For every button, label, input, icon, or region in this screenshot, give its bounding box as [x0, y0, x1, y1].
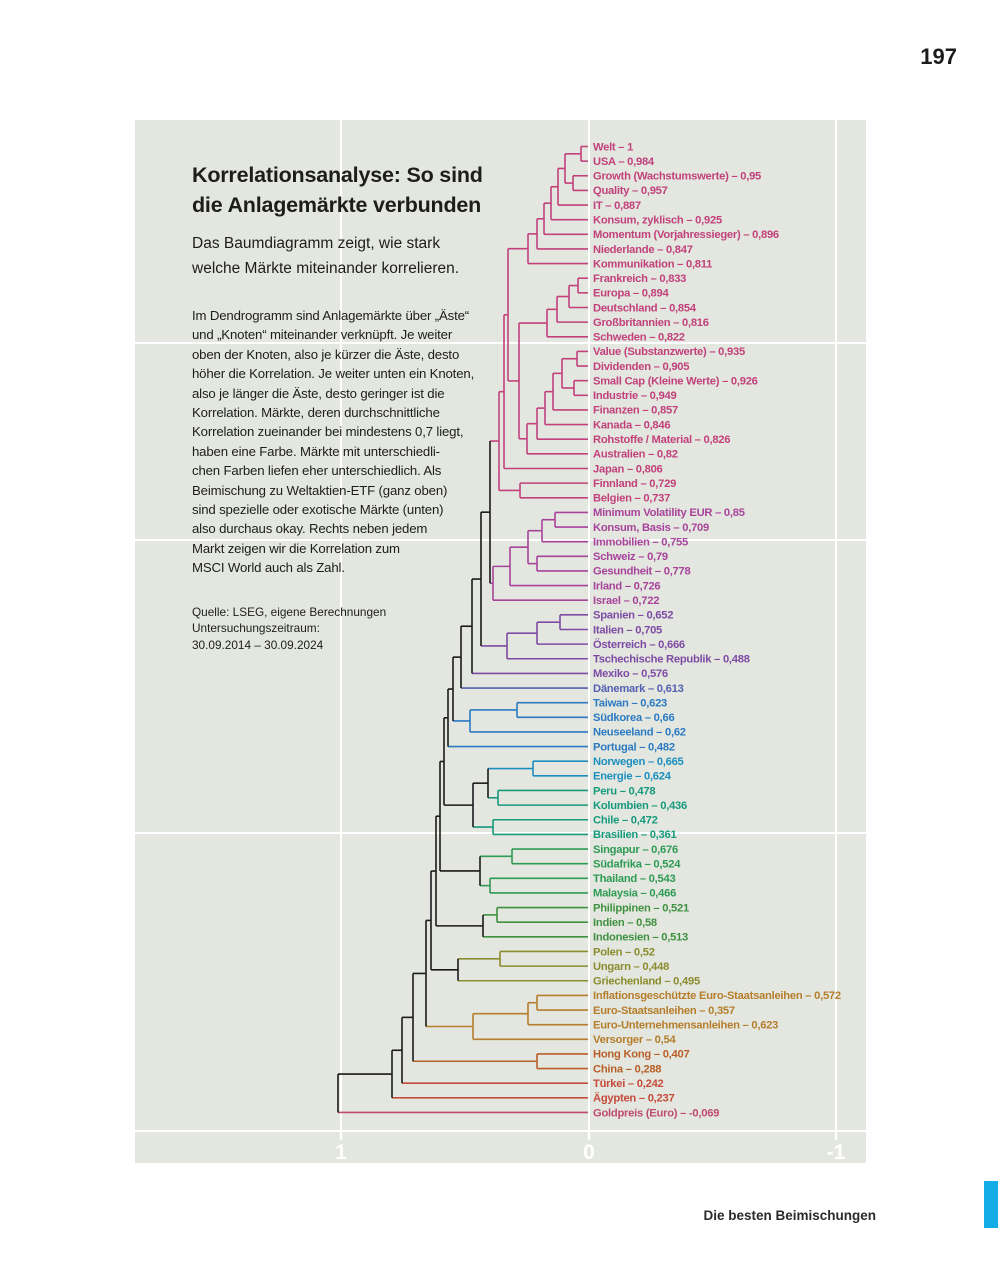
- leaf-label: Value (Substanzwerte) – 0,935: [593, 346, 745, 359]
- leaf-label: Israel – 0,722: [593, 595, 660, 608]
- leaf-label: Spanien – 0,652: [593, 609, 674, 622]
- leaf-label: Malaysia – 0,466: [593, 887, 677, 900]
- leaf-label: Thailand – 0,543: [593, 873, 676, 886]
- leaf-label: Rohstoffe / Material – 0,826: [593, 434, 731, 447]
- source-note: [192, 604, 492, 654]
- leaf-label: Australien – 0,82: [593, 448, 678, 461]
- chart-subtitle-line: welche Märkte miteinander korrelieren.: [192, 260, 460, 277]
- chart-description: [192, 306, 492, 578]
- footer-accent-bar: [984, 1181, 998, 1228]
- leaf-label: Taiwan – 0,623: [593, 697, 668, 710]
- leaf-label: Growth (Wachstumswerte) – 0,95: [593, 170, 762, 183]
- leaf-label: Polen – 0,52: [593, 946, 655, 959]
- intro-text-block: [192, 160, 492, 654]
- description-line: also je länger die Äste, desto geringer ist die: [192, 385, 445, 401]
- leaf-label: Quality – 0,957: [593, 185, 668, 198]
- leaf-label: Gesundheit – 0,778: [593, 565, 691, 578]
- description-line: Im Dendrogramm sind Anlagemärkte über „Äste“: [192, 308, 470, 323]
- leaf-label: Finanzen – 0,857: [593, 404, 678, 417]
- leaf-label: Schweiz – 0,79: [593, 551, 668, 564]
- leaf-label: Großbritannien – 0,816: [593, 316, 709, 329]
- leaf-label: IT – 0,887: [593, 199, 641, 212]
- description-line: also durchaus okay. Rechts neben jedem: [192, 521, 428, 537]
- source-line: Quelle: LSEG, eigene Berechnungen: [192, 604, 387, 619]
- leaf-label: Tschechische Republik – 0,488: [593, 653, 750, 666]
- description-line: höher die Korrelation. Je weiter unten ein Knoten,: [192, 366, 475, 382]
- description-line: sind spezielle oder exotische Märkte (unten): [192, 502, 444, 518]
- leaf-label: Minimum Volatility EUR – 0,85: [593, 507, 745, 520]
- leaf-label: Versorger – 0,54: [593, 1034, 676, 1047]
- leaf-label: Small Cap (Kleine Werte) – 0,926: [593, 375, 758, 388]
- description-line: Markt zeigen wir die Korrelation zum: [192, 540, 400, 556]
- leaf-label: Inflationsgeschützte Euro-Staatsanleihen – 0,572: [593, 990, 841, 1003]
- leaf-label: Kommunikation – 0,811: [593, 258, 713, 271]
- source-line: Untersuchungszeitraum:: [192, 621, 320, 636]
- chart-title-line: die Anlagemärkte verbunden: [192, 193, 482, 217]
- leaf-label: Brasilien – 0,361: [593, 829, 677, 842]
- leaf-label: Südkorea – 0,66: [593, 712, 675, 725]
- source-line: 30.09.2014 – 30.09.2024: [192, 638, 324, 653]
- leaf-label: Philippinen – 0,521: [593, 902, 689, 915]
- page-number: 197: [920, 44, 957, 69]
- description-line: MSCI World auch als Zahl.: [192, 560, 345, 576]
- leaf-label: Europa – 0,894: [593, 287, 669, 300]
- leaf-label: Singapur – 0,676: [593, 843, 678, 856]
- description-line: Korrelation zueinander bei mindestens 0,7 liegt,: [192, 424, 464, 440]
- leaf-label: Peru – 0,478: [593, 785, 656, 798]
- leaf-label: Italien – 0,705: [593, 624, 663, 637]
- chart-subtitle-line: Das Baumdiagramm zeigt, wie stark: [192, 235, 441, 252]
- leaf-label: USA – 0,984: [593, 155, 654, 168]
- leaf-label: Industrie – 0,949: [593, 390, 677, 403]
- leaf-label: Griechenland – 0,495: [593, 975, 700, 988]
- leaf-label: Konsum, Basis – 0,709: [593, 521, 710, 534]
- leaf-label: Türkei – 0,242: [593, 1078, 664, 1091]
- description-line: und „Knoten“ miteinander verknüpft. Je weiter: [192, 327, 453, 343]
- description-line: oben der Knoten, also je kürzer die Äste, desto: [192, 346, 460, 362]
- leaf-label: Dänemark – 0,613: [593, 682, 684, 695]
- axis-tick-label: 0: [583, 1141, 595, 1164]
- description-line: Korrelation. Märkte, deren durchschnittliche: [192, 405, 440, 421]
- leaf-label: Indien – 0,58: [593, 917, 657, 930]
- leaf-label: Indonesien – 0,513: [593, 931, 688, 944]
- leaf-label: Kolumbien – 0,436: [593, 799, 687, 812]
- leaf-label: Niederlande – 0,847: [593, 243, 693, 256]
- leaf-label: Immobilien – 0,755: [593, 536, 688, 549]
- leaf-label: Euro-Staatsanleihen – 0,357: [593, 1004, 735, 1017]
- axis-tick-label: -1: [826, 1141, 846, 1164]
- leaf-label: Momentum (Vorjahressieger) – 0,896: [593, 229, 779, 242]
- leaf-label: Finnland – 0,729: [593, 477, 677, 490]
- leaf-label: Japan – 0,806: [593, 463, 663, 476]
- description-line: haben eine Farbe. Märkte mit unterschiedli-: [192, 443, 440, 459]
- leaf-label: Ägypten – 0,237: [593, 1092, 675, 1105]
- leaf-label: Österreich – 0,666: [593, 638, 685, 651]
- axis-tick-label: 1: [335, 1141, 347, 1164]
- chart-title: [192, 160, 492, 220]
- description-line: Beimischung zu Weltaktien-ETF (ganz oben): [192, 482, 448, 498]
- leaf-label: Goldpreis (Euro) – -0,069: [593, 1107, 720, 1120]
- leaf-label: Schweden – 0,822: [593, 331, 685, 344]
- leaf-label: Belgien – 0,737: [593, 492, 671, 505]
- leaf-label: Kanada – 0,846: [593, 419, 671, 432]
- leaf-label: Ungarn – 0,448: [593, 960, 670, 973]
- leaf-label: Portugal – 0,482: [593, 741, 675, 754]
- leaf-label: Chile – 0,472: [593, 814, 658, 827]
- leaf-label: Südafrika – 0,524: [593, 858, 681, 871]
- leaf-label: Deutschland – 0,854: [593, 302, 696, 315]
- leaf-label: Dividenden – 0,905: [593, 360, 690, 373]
- leaf-label: Irland – 0,726: [593, 580, 661, 593]
- chart-title-line: Korrelationsanalyse: So sind: [192, 163, 483, 187]
- description-line: chen Farben liefen eher unterschiedlich. Als: [192, 463, 442, 479]
- chart-subtitle: [192, 231, 492, 281]
- leaf-label: Hong Kong – 0,407: [593, 1048, 690, 1061]
- leaf-label: Frankreich – 0,833: [593, 273, 687, 286]
- leaf-label: Neuseeland – 0,62: [593, 726, 686, 739]
- leaf-label: Mexiko – 0,576: [593, 668, 668, 681]
- leaf-label: Energie – 0,624: [593, 770, 671, 783]
- leaf-label: Norwegen – 0,665: [593, 756, 684, 769]
- leaf-label: Euro-Unternehmensanleihen – 0,623: [593, 1019, 779, 1032]
- leaf-label: Konsum, zyklisch – 0,925: [593, 214, 722, 227]
- footer-section-label: Die besten Beimischungen: [703, 1208, 876, 1223]
- leaf-label: China – 0,288: [593, 1063, 662, 1076]
- leaf-label: Welt – 1: [593, 141, 634, 154]
